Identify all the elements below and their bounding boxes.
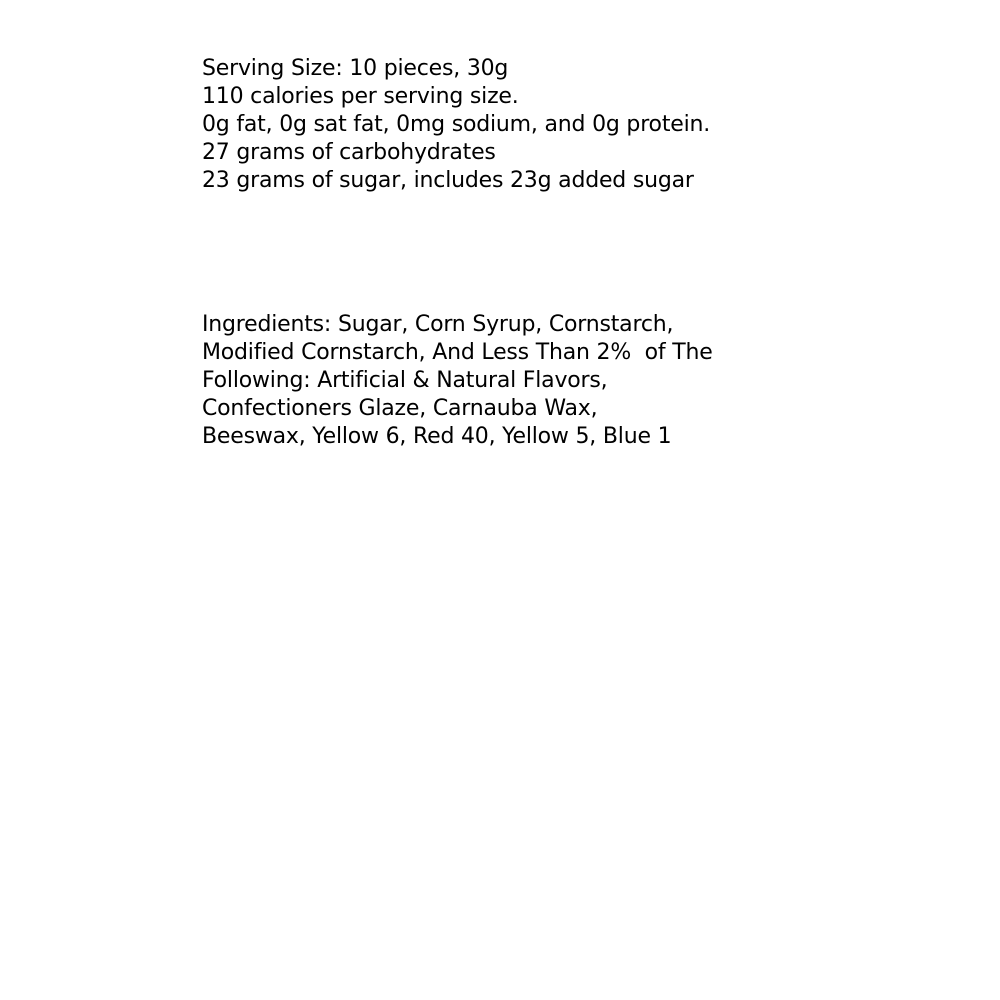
ingredients-line: Confectioners Glaze, Carnauba Wax, [202, 396, 598, 421]
calories-line: 110 calories per serving size. [202, 84, 519, 109]
sugar-line: 23 grams of sugar, includes 23g added sugar [202, 168, 694, 193]
nutrition-facts-block [202, 55, 710, 195]
ingredients-line: Ingredients: Sugar, Corn Syrup, Cornstarch, [202, 312, 674, 337]
serving-size-line: Serving Size: 10 pieces, 30g [202, 56, 509, 81]
ingredients-line: Following: Artificial & Natural Flavors, [202, 368, 608, 393]
carbohydrates-line: 27 grams of carbohydrates [202, 140, 496, 165]
ingredients-line: Modified Cornstarch, And Less Than 2% of The [202, 340, 713, 365]
fat-sodium-protein-line: 0g fat, 0g sat fat, 0mg sodium, and 0g protein. [202, 112, 711, 137]
ingredients-block [202, 311, 713, 451]
ingredients-line: Beeswax, Yellow 6, Red 40, Yellow 5, Blue 1 [202, 424, 672, 449]
